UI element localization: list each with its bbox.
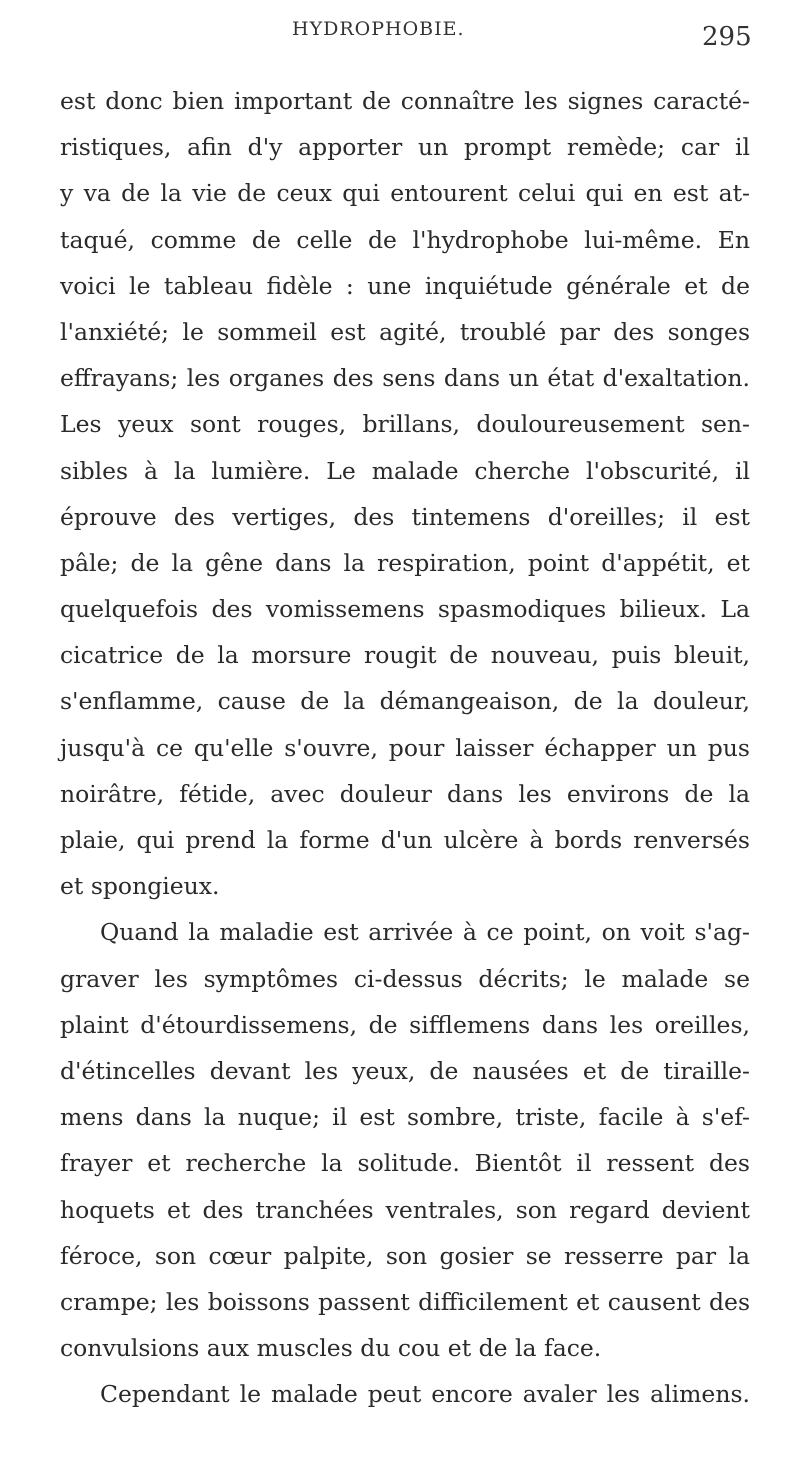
text-line: est donc bien important de connaître les signes caracté- (60, 87, 750, 115)
text-line: plaint d'étourdissemens, de sifflemens dans les oreilles, (60, 1010, 750, 1039)
text-line: ristiques, afin d'y apporter un prompt remède; car il (60, 133, 750, 162)
text-line: frayer et recherche la solitude. Bientôt il ressent des (60, 1149, 750, 1178)
page-header (0, 18, 800, 58)
text-line: Quand la maladie est arrivée à ce point, on voit s'ag- (100, 918, 750, 947)
text-line: cicatrice de la morsure rougit de nouveau, puis bleuit, (60, 641, 750, 670)
text-line: l'anxiété; le sommeil est agité, troublé par des songes (60, 317, 750, 346)
text-line: jusqu'à ce qu'elle s'ouvre, pour laisser échapper un pus (60, 733, 750, 762)
text-line: d'étincelles devant les yeux, de nausées et de tiraille- (60, 1056, 750, 1085)
text-line: graver les symptômes ci-dessus décrits; le malade se (60, 964, 750, 993)
page-number: 295 (702, 22, 752, 52)
text-line: Cependant le malade peut encore avaler les alimens. (100, 1380, 750, 1409)
text-line: noirâtre, fétide, avec douleur dans les environs de la (60, 779, 750, 808)
body-text (60, 78, 750, 1417)
running-title: HYDROPHOBIE. (292, 18, 465, 40)
text-line: sibles à la lumière. Le malade cherche l'obscurité, il (60, 456, 750, 485)
text-line: s'enflamme, cause de la démangeaison, de la douleur, (60, 687, 750, 716)
text-line: éprouve des vertiges, des tintemens d'oreilles; il est (60, 502, 750, 531)
text-line: pâle; de la gêne dans la respiration, point d'appétit, et (60, 548, 750, 577)
text-line: quelquefois des vomissemens spasmodiques bilieux. La (60, 595, 750, 624)
text-line: plaie, qui prend la forme d'un ulcère à bords renversés (60, 826, 750, 854)
text-line: y va de la vie de ceux qui entourent celui qui en est at- (60, 179, 750, 208)
text-line: voici le tableau fidèle : une inquiétude générale et de (60, 271, 750, 300)
text-line: féroce, son cœur palpite, son gosier se resserre par la (60, 1241, 750, 1270)
text-line: effrayans; les organes des sens dans un état d'exaltation. (60, 364, 750, 393)
text-line: crampe; les boissons passent difficilement et causent des (60, 1287, 750, 1316)
text-line: et spongieux. (60, 872, 220, 901)
text-line: hoquets et des tranchées ventrales, son regard devient (60, 1195, 750, 1224)
text-line: convulsions aux muscles du cou et de la face. (60, 1334, 602, 1363)
text-line: mens dans la nuque; il est sombre, triste, facile à s'ef- (60, 1103, 750, 1132)
text-line: taqué, comme de celle de l'hydrophobe lui-même. En (60, 225, 750, 254)
text-line: Les yeux sont rouges, brillans, douloureusement sen- (60, 410, 750, 439)
